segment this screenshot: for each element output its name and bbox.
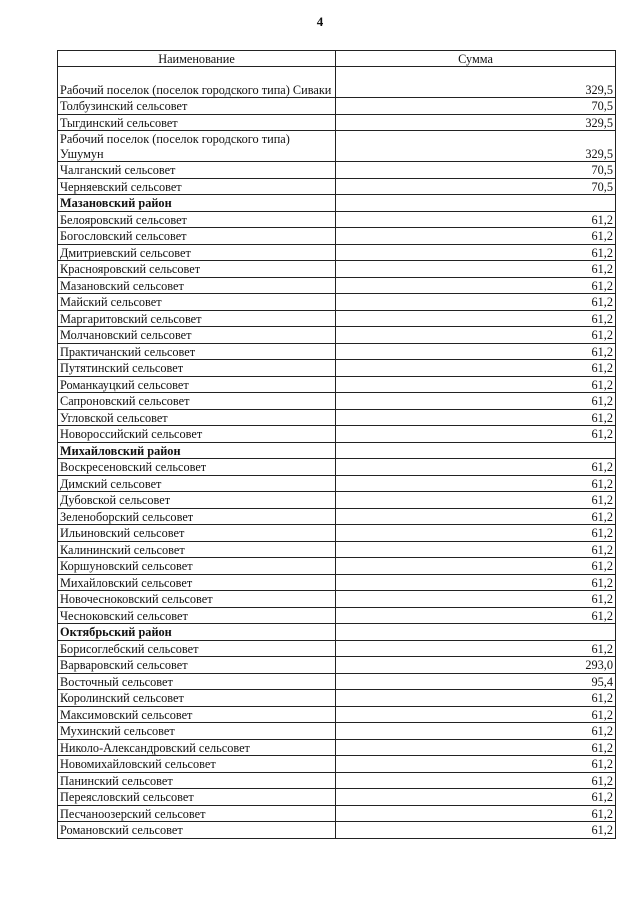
- name-cell: Восточный сельсовет: [58, 673, 336, 690]
- sum-cell: 61,2: [336, 393, 616, 410]
- name-cell: Димский сельсовет: [58, 475, 336, 492]
- name-cell: Черняевский сельсовет: [58, 178, 336, 195]
- sum-cell: 61,2: [336, 360, 616, 377]
- table-row: [58, 211, 616, 228]
- district-row: [58, 624, 616, 641]
- name-cell: Калининский сельсовет: [58, 541, 336, 558]
- table-row: [58, 277, 616, 294]
- name-cell: Королинский сельсовет: [58, 690, 336, 707]
- name-cell: Путятинский сельсовет: [58, 360, 336, 377]
- name-cell: Дубовской сельсовет: [58, 492, 336, 509]
- name-cell: Максимовский сельсовет: [58, 706, 336, 723]
- name-cell: Борисоглебский сельсовет: [58, 640, 336, 657]
- district-row: [58, 442, 616, 459]
- name-cell: Панинский сельсовет: [58, 772, 336, 789]
- name-cell: Краснояровский сельсовет: [58, 261, 336, 278]
- name-cell: Зеленоборский сельсовет: [58, 508, 336, 525]
- table-row: [58, 789, 616, 806]
- table-row: [58, 376, 616, 393]
- sum-cell: 61,2: [336, 822, 616, 839]
- sum-cell: 61,2: [336, 706, 616, 723]
- name-cell: Михайловский сельсовет: [58, 574, 336, 591]
- table-row: [58, 673, 616, 690]
- sum-cell: 61,2: [336, 492, 616, 509]
- table-row: [58, 657, 616, 674]
- table-row: [58, 114, 616, 131]
- sum-cell: 70,5: [336, 98, 616, 115]
- name-cell: Рабочий поселок (поселок городского типа) Сиваки: [58, 67, 336, 98]
- sum-cell: 61,2: [336, 723, 616, 740]
- table-row: [58, 426, 616, 443]
- name-cell: Угловской сельсовет: [58, 409, 336, 426]
- name-cell: Чалганский сельсовет: [58, 162, 336, 179]
- name-cell: Варваровский сельсовет: [58, 657, 336, 674]
- table-row: [58, 607, 616, 624]
- sum-cell: 61,2: [336, 772, 616, 789]
- table-row: [58, 244, 616, 261]
- sum-cell: 61,2: [336, 294, 616, 311]
- sum-cell: 61,2: [336, 805, 616, 822]
- table-row: [58, 723, 616, 740]
- table-row: [58, 360, 616, 377]
- page-number: 4: [316, 14, 324, 29]
- table-row: [58, 98, 616, 115]
- sum-cell: [336, 624, 616, 641]
- sum-cell: 70,5: [336, 178, 616, 195]
- sum-cell: 61,2: [336, 343, 616, 360]
- table-row: [58, 739, 616, 756]
- table-row: [58, 706, 616, 723]
- name-cell: Молчановский сельсовет: [58, 327, 336, 344]
- sum-cell: 61,2: [336, 739, 616, 756]
- table-row: [58, 228, 616, 245]
- name-cell: Маргаритовский сельсовет: [58, 310, 336, 327]
- sum-cell: 61,2: [336, 244, 616, 261]
- sum-cell: 61,2: [336, 426, 616, 443]
- name-cell: Коршуновский сельсовет: [58, 558, 336, 575]
- sum-cell: 293,0: [336, 657, 616, 674]
- table-row: [58, 591, 616, 608]
- name-cell: Рабочий поселок (поселок городского типа) Ушумун: [58, 131, 336, 162]
- name-cell: Воскресеновский сельсовет: [58, 459, 336, 476]
- table-row: [58, 690, 616, 707]
- sum-cell: 61,2: [336, 475, 616, 492]
- name-cell: Толбузинский сельсовет: [58, 98, 336, 115]
- table-row: [58, 131, 616, 162]
- sum-cell: 61,2: [336, 574, 616, 591]
- name-cell: Практичанский сельсовет: [58, 343, 336, 360]
- table-row: [58, 327, 616, 344]
- sum-cell: 61,2: [336, 591, 616, 608]
- table-row: [58, 756, 616, 773]
- name-cell: Сапроновский сельсовет: [58, 393, 336, 410]
- district-name-cell: Михайловский район: [58, 442, 336, 459]
- sum-cell: 61,2: [336, 607, 616, 624]
- name-cell: Ильиновский сельсовет: [58, 525, 336, 542]
- sum-cell: 61,2: [336, 459, 616, 476]
- name-cell: Белояровский сельсовет: [58, 211, 336, 228]
- sum-cell: 61,2: [336, 409, 616, 426]
- sum-cell: 61,2: [336, 211, 616, 228]
- sum-cell: 61,2: [336, 756, 616, 773]
- table-row: [58, 409, 616, 426]
- table-row: [58, 640, 616, 657]
- name-cell: Мухинский сельсовет: [58, 723, 336, 740]
- sum-cell: 61,2: [336, 310, 616, 327]
- table-row: [58, 558, 616, 575]
- table-row: [58, 475, 616, 492]
- column-header-sum: Сумма: [336, 51, 616, 67]
- table-row: [58, 294, 616, 311]
- table-row: [58, 459, 616, 476]
- district-row: [58, 195, 616, 212]
- sum-cell: 61,2: [336, 508, 616, 525]
- sum-cell: 61,2: [336, 525, 616, 542]
- name-cell: Богословский сельсовет: [58, 228, 336, 245]
- district-name-cell: Октябрьский район: [58, 624, 336, 641]
- name-cell: Дмитриевский сельсовет: [58, 244, 336, 261]
- name-cell: Тыгдинский сельсовет: [58, 114, 336, 131]
- table-row: [58, 178, 616, 195]
- column-header-name: Наименование: [58, 51, 336, 67]
- name-cell: Николо-Александровский сельсовет: [58, 739, 336, 756]
- sum-cell: 61,2: [336, 640, 616, 657]
- name-cell: Новороссийский сельсовет: [58, 426, 336, 443]
- table-header-row: [58, 51, 616, 67]
- sum-cell: [336, 195, 616, 212]
- sum-cell: 61,2: [336, 558, 616, 575]
- table-row: [58, 541, 616, 558]
- table-row: [58, 310, 616, 327]
- table-row: [58, 822, 616, 839]
- sum-cell: 95,4: [336, 673, 616, 690]
- sum-cell: 61,2: [336, 789, 616, 806]
- name-cell: Мазановский сельсовет: [58, 277, 336, 294]
- sum-cell: 61,2: [336, 228, 616, 245]
- name-cell: Песчаноозерский сельсовет: [58, 805, 336, 822]
- name-cell: Романкауцкий сельсовет: [58, 376, 336, 393]
- sum-cell: 61,2: [336, 541, 616, 558]
- sum-cell: 61,2: [336, 277, 616, 294]
- name-cell: Романовский сельсовет: [58, 822, 336, 839]
- table-row: [58, 162, 616, 179]
- table-body: [58, 67, 616, 839]
- name-cell: Переясловский сельсовет: [58, 789, 336, 806]
- table-row: [58, 343, 616, 360]
- table-row: [58, 261, 616, 278]
- district-name-cell: Мазановский район: [58, 195, 336, 212]
- sum-cell: 329,5: [336, 131, 616, 162]
- table-row: [58, 492, 616, 509]
- table-row: [58, 508, 616, 525]
- table-row: [58, 393, 616, 410]
- table-row: [58, 805, 616, 822]
- table-row: [58, 67, 616, 98]
- table-row: [58, 772, 616, 789]
- table-row: [58, 574, 616, 591]
- sum-cell: [336, 442, 616, 459]
- name-cell: Новочесноковский сельсовет: [58, 591, 336, 608]
- table-row: [58, 525, 616, 542]
- sum-cell: 329,5: [336, 114, 616, 131]
- sum-cell: 61,2: [336, 690, 616, 707]
- name-cell: Майский сельсовет: [58, 294, 336, 311]
- name-cell: Новомихайловский сельсовет: [58, 756, 336, 773]
- sum-cell: 70,5: [336, 162, 616, 179]
- sum-cell: 61,2: [336, 376, 616, 393]
- sum-cell: 61,2: [336, 327, 616, 344]
- budget-table: [57, 50, 616, 839]
- sum-cell: 61,2: [336, 261, 616, 278]
- sum-cell: 329,5: [336, 67, 616, 98]
- name-cell: Чесноковский сельсовет: [58, 607, 336, 624]
